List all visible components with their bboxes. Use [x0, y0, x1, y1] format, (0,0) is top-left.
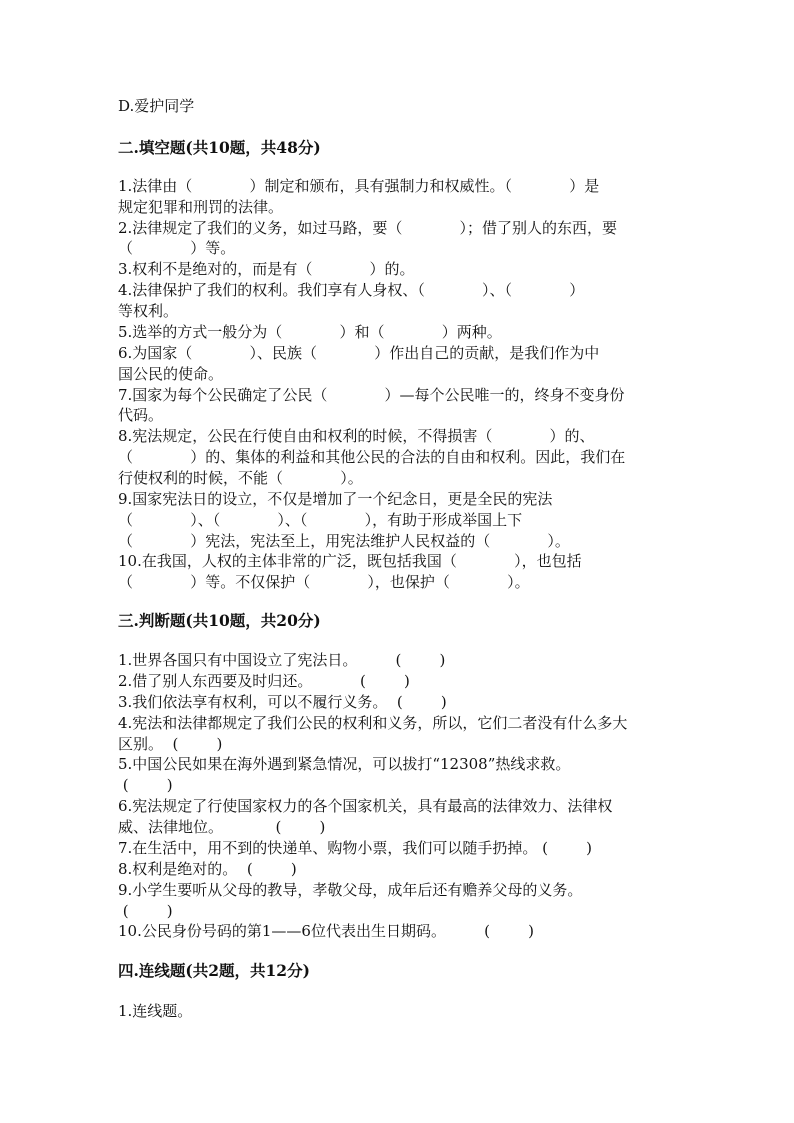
fill-question-3: 3.权利不是绝对的，而是有（ ）的。 [118, 260, 415, 278]
fill-question-8-line-3: 行使权利的时候，不能（ ）。 [118, 469, 363, 487]
judge-question-9-line-1: 9.小学生要听从父母的教导，孝敬父母，成年后还有赡养父母的义务。 [118, 881, 583, 899]
fill-question-6-line-2: 国公民的使命。 [118, 365, 224, 383]
fill-question-4-line-2: 等权利。 [118, 302, 179, 320]
fill-question-4-line-1: 4.法律保护了我们的权利。我们享有人身权、（ ）、（ ） [118, 281, 585, 299]
fill-question-8-line-2: （ ）的、集体的利益和其他公民的合法的自由和权利。因此，我们在 [118, 448, 626, 466]
judge-question-10: 10.公民身份号码的第1——6位代表出生日期码。 ( ) [118, 922, 534, 940]
judge-question-7: 7.在生活中，用不到的快递单、购物小票，我们可以随手扔掉。 ( ) [118, 839, 592, 857]
fill-question-2-line-1: 2.法律规定了我们的义务，如过马路，要（ ）；借了别人的东西，要 [118, 219, 618, 237]
fill-question-6-line-1: 6.为国家（ ）、民族（ ）作出自己的贡献，是我们作为中 [118, 344, 600, 362]
section-heading-judge: 三.判断题(共10题，共20分) [118, 611, 321, 630]
judge-question-4-line-2: 区别。 ( ) [118, 735, 223, 753]
fill-question-1-line-1: 1.法律由（ ）制定和颁布，具有强制力和权威性。（ ）是 [118, 177, 600, 195]
fill-question-10-line-1: 10.在我国，人权的主体非常的广泛，既包括我国（ ），也包括 [118, 552, 582, 570]
fill-question-8-line-1: 8.宪法规定，公民在行使自由和权利的时候，不得损害（ ）的、 [118, 427, 595, 445]
fill-question-9-line-2: （ ）、（ ）、（ ），有助于形成举国上下 [118, 511, 523, 529]
fill-question-1-line-2: 规定犯罪和刑罚的法律。 [118, 198, 284, 216]
match-question-1: 1.连线题。 [118, 1002, 193, 1020]
fill-question-2-line-2: （ ）等。 [118, 239, 236, 257]
judge-question-4-line-1: 4.宪法和法律都规定了我们公民的权利和义务，所以，它们二者没有什么多大 [118, 714, 628, 732]
judge-question-5-line-2: ( ) [118, 776, 173, 794]
judge-question-5-line-1: 5.中国公民如果在海外遇到紧急情况，可以拔打“12308”热线求救。 [118, 755, 571, 773]
fill-question-7-line-1: 7.国家为每个公民确定了公民（ ）—每个公民唯一的，终身不变身份 [118, 386, 625, 404]
judge-question-9-line-2: ( ) [118, 902, 173, 920]
judge-question-6-line-1: 6.宪法规定了行使国家权力的各个国家机关，具有最高的法律效力、法律权 [118, 797, 613, 815]
judge-question-6-line-2: 威、法律地位。 ( ) [118, 818, 326, 836]
option-d: D.爱护同学 [118, 97, 195, 115]
section-heading-match: 四.连线题(共2题，共12分) [118, 961, 310, 980]
fill-question-9-line-3: （ ）宪法，宪法至上，用宪法维护人民权益的（ ）。 [118, 532, 570, 550]
judge-question-8: 8.权利是绝对的。 ( ) [118, 860, 297, 878]
judge-question-2: 2.借了别人东西要及时归还。 ( ) [118, 672, 410, 690]
section-heading-fill-blank: 二.填空题(共10题，共48分) [118, 138, 321, 157]
fill-question-5: 5.选举的方式一般分为（ ）和（ ）两种。 [118, 323, 502, 341]
fill-question-9-line-1: 9.国家宪法日的设立，不仅是增加了一个纪念日，更是全民的宪法 [118, 490, 553, 508]
judge-question-3: 3.我们依法享有权利，可以不履行义务。 ( ) [118, 693, 447, 711]
fill-question-10-line-2: （ ）等。不仅保护（ ），也保护（ ）。 [118, 573, 530, 591]
fill-question-7-line-2: 代码。 [118, 406, 164, 424]
judge-question-1: 1.世界各国只有中国设立了宪法日。 ( ) [118, 651, 446, 669]
